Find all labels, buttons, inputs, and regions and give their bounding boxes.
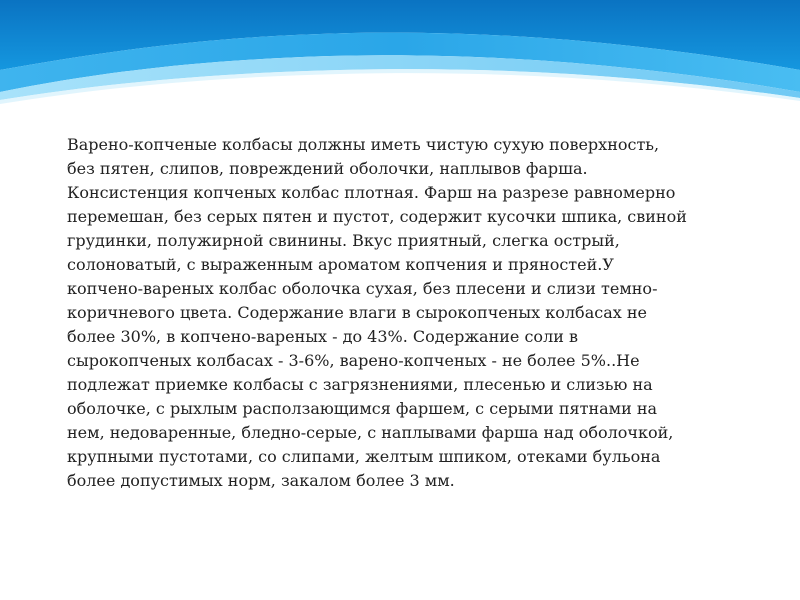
header-wave-decoration xyxy=(0,0,800,110)
slide-body-text: Варено-копченые колбасы должны иметь чистую сухую поверхность, без пятен, слипов, повреждений оболочки, наплывов фарша. Консистенция копченых колбас плотная. Фарш на разрезе равномерно перемешан, без серых пятен и пустот, содержит кусочки шпика, свиной грудинки, полужирной свинины. Вкус приятный, слегка острый, солоноватый, с выраженным ароматом копчения и пряностей.У копчено-вареных колбас оболочка сухая, без плесени и слизи темно- коричневого цвета. Содержание влаги в сырокопченых колбасах не более 30%, в копчено-вареных - до 43%. Содержание соли в сырокопченых колбасах - 3-6%, варено-копченых - не более 5%..Не подлежат приемке колбасы с загрязнениями, плесенью и слизью на оболочке, с рыхлым расползающимся фаршем, с серыми пятнами на нем, недоваренные, бледно-серые, с наплывами фарша над оболочкой, крупными пустотами, со слипами, желтым шпиком, отеками бульона более допустимых норм, закалом более 3 мм. xyxy=(67,135,687,490)
